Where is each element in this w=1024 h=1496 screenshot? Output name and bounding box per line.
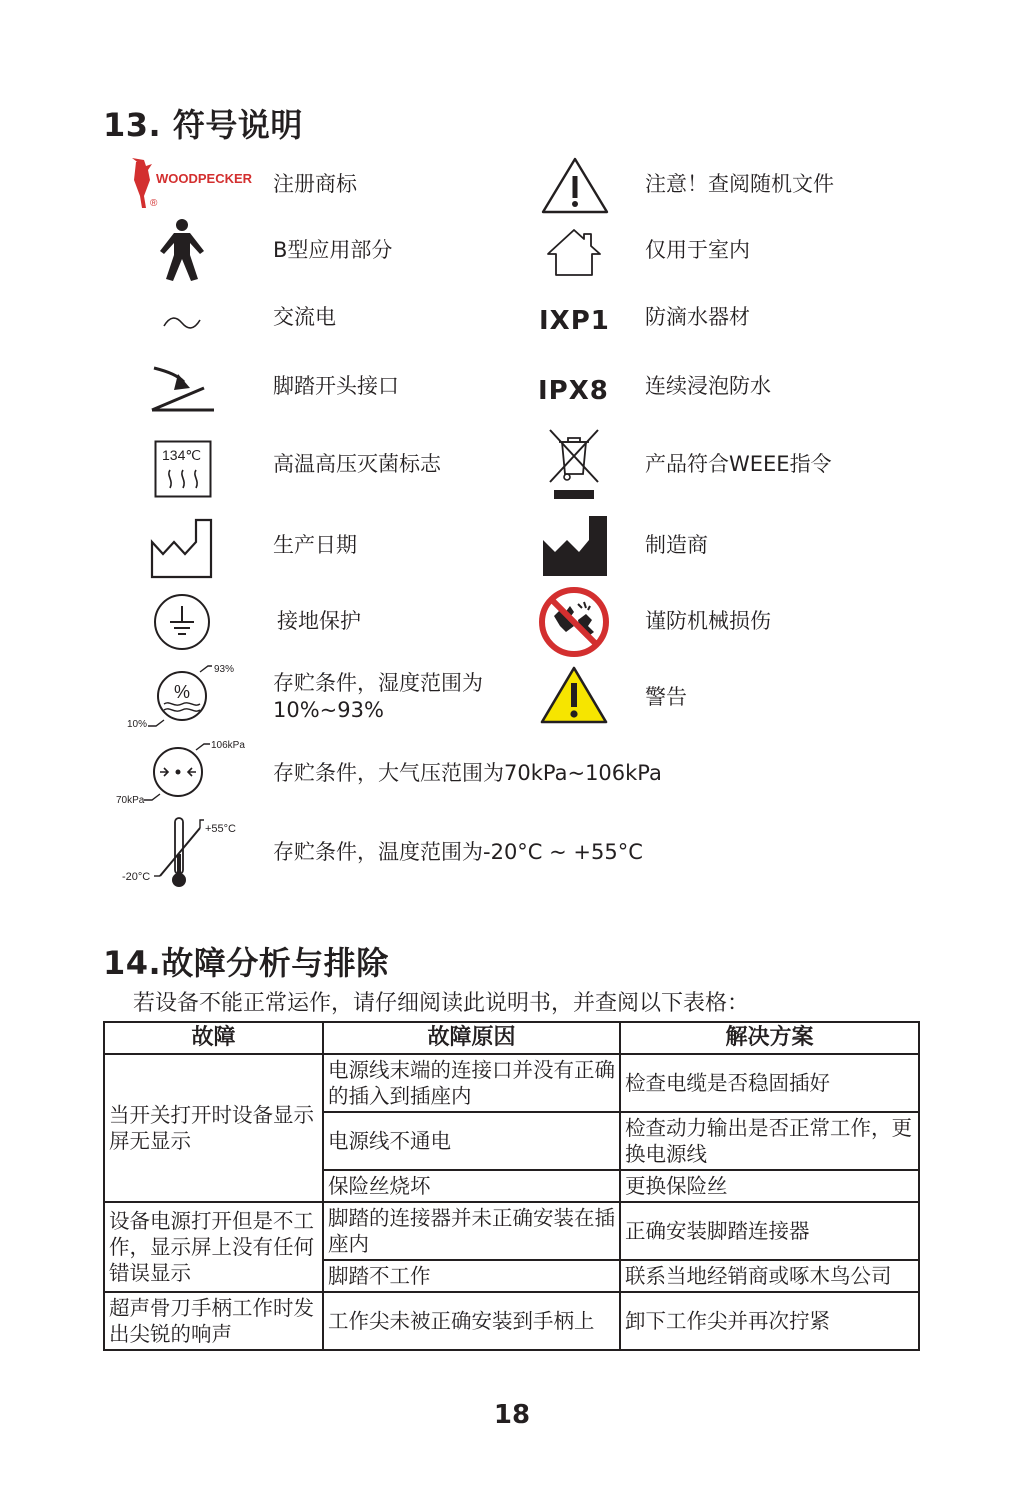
label-ipx8: 连续浸泡防水 — [645, 374, 771, 398]
woodpecker-logo — [130, 156, 253, 212]
label-ground: 接地保护 — [277, 609, 361, 633]
table-row — [104, 1054, 919, 1112]
label-ipx1: 防滴水器材 — [645, 305, 750, 329]
cause-cell: 电源线不通电 — [323, 1112, 620, 1170]
cause-cell: 电源线末端的连接口并没有正确的插入到插座内 — [323, 1054, 620, 1112]
label-ac: 交流电 — [273, 305, 336, 329]
type-b-person-icon — [152, 217, 212, 283]
pressure-min: 70kPa — [116, 795, 145, 806]
label-weee: 产品符合WEEE指令 — [645, 452, 832, 476]
label-manufacture-date: 生产日期 — [273, 533, 357, 557]
label-type-b: B型应用部分 — [273, 238, 393, 262]
solution-cell: 卸下工作尖并再次拧紧 — [620, 1292, 919, 1350]
troubleshooting-intro: 若设备不能正常运作，请仔细阅读此说明书，并查阅以下表格： — [133, 991, 750, 1016]
temperature-limit-icon — [120, 814, 250, 890]
warning-icon — [540, 665, 608, 725]
label-warning: 警告 — [645, 685, 687, 709]
cause-cell: 脚踏不工作 — [323, 1260, 620, 1292]
indoor-use-house-icon — [544, 226, 606, 278]
ac-current-icon — [160, 312, 204, 334]
atmospheric-pressure-icon — [114, 738, 254, 808]
manufacture-date-icon — [149, 514, 215, 580]
label-footswitch: 脚踏开头接口 — [273, 374, 399, 398]
svg-text:%: % — [174, 682, 191, 702]
pressure-max: 106kPa — [211, 740, 245, 751]
ipx1-code: IXP1 — [539, 306, 610, 336]
fault-cell: 超声骨刀手柄工作时发出尖锐的响声 — [104, 1292, 323, 1350]
autoclave-temp-text: 134℃ — [162, 447, 202, 463]
humidity-icon — [120, 660, 250, 732]
ipx8-code: IPX8 — [538, 376, 609, 406]
humidity-min: 10% — [127, 719, 148, 730]
header-fault: 故障 — [104, 1022, 323, 1054]
label-indoor: 仅用于室内 — [645, 238, 750, 262]
section-13-title: 13. 符号说明 — [103, 106, 303, 144]
solution-cell: 正确安装脚踏连接器 — [620, 1202, 919, 1260]
humidity-max: 93% — [214, 664, 235, 675]
cause-cell: 脚踏的连接器并未正确安装在插座内 — [323, 1202, 620, 1260]
temp-min: -20°C — [122, 871, 151, 883]
cause-cell: 保险丝烧坏 — [323, 1170, 620, 1202]
solution-cell: 检查电缆是否稳固插好 — [620, 1054, 919, 1112]
solution-cell: 更换保险丝 — [620, 1170, 919, 1202]
page-number: 18 — [493, 1400, 531, 1430]
label-mechanical: 谨防机械损伤 — [645, 609, 771, 633]
header-cause: 故障原因 — [323, 1022, 620, 1054]
table-header-row — [104, 1022, 919, 1054]
label-trademark: 注册商标 — [273, 172, 357, 196]
fault-cell: 当开关打开时设备显示屏无显示 — [104, 1054, 323, 1202]
weee-bin-icon — [546, 428, 602, 502]
manufacturer-icon — [541, 512, 609, 578]
label-caution: 注意！查阅随机文件 — [645, 172, 834, 196]
temp-max: +55°C — [205, 823, 237, 835]
cause-cell: 工作尖未被正确安装到手柄上 — [323, 1292, 620, 1350]
brand-text: WOODPECKER — [156, 171, 253, 186]
label-temperature: 存贮条件，温度范围为-20°C ~ +55°C — [273, 840, 643, 864]
label-manufacturer: 制造商 — [645, 533, 708, 557]
troubleshooting-table — [103, 1021, 920, 1351]
footswitch-icon — [148, 364, 216, 414]
solution-cell: 检查动力输出是否正常工作，更换电源线 — [620, 1112, 919, 1170]
label-autoclave: 高温高压灭菌标志 — [273, 452, 441, 476]
section-14-title: 14.故障分析与排除 — [103, 944, 389, 982]
mechanical-damage-prohibition-icon — [538, 586, 610, 658]
label-humidity: 存贮条件，湿度范围为 10%~93% — [273, 671, 483, 722]
autoclave-icon — [154, 440, 212, 498]
table-row — [104, 1292, 919, 1350]
label-pressure: 存贮条件，大气压范围为70kPa~106kPa — [273, 761, 662, 785]
registered-mark: ® — [150, 198, 158, 209]
ground-icon — [152, 592, 212, 652]
table-row — [104, 1202, 919, 1260]
solution-cell: 联系当地经销商或啄木鸟公司 — [620, 1260, 919, 1292]
header-solution: 解决方案 — [620, 1022, 919, 1054]
fault-cell: 设备电源打开但是不工作，显示屏上没有任何错误显示 — [104, 1202, 323, 1292]
caution-icon — [540, 156, 610, 214]
